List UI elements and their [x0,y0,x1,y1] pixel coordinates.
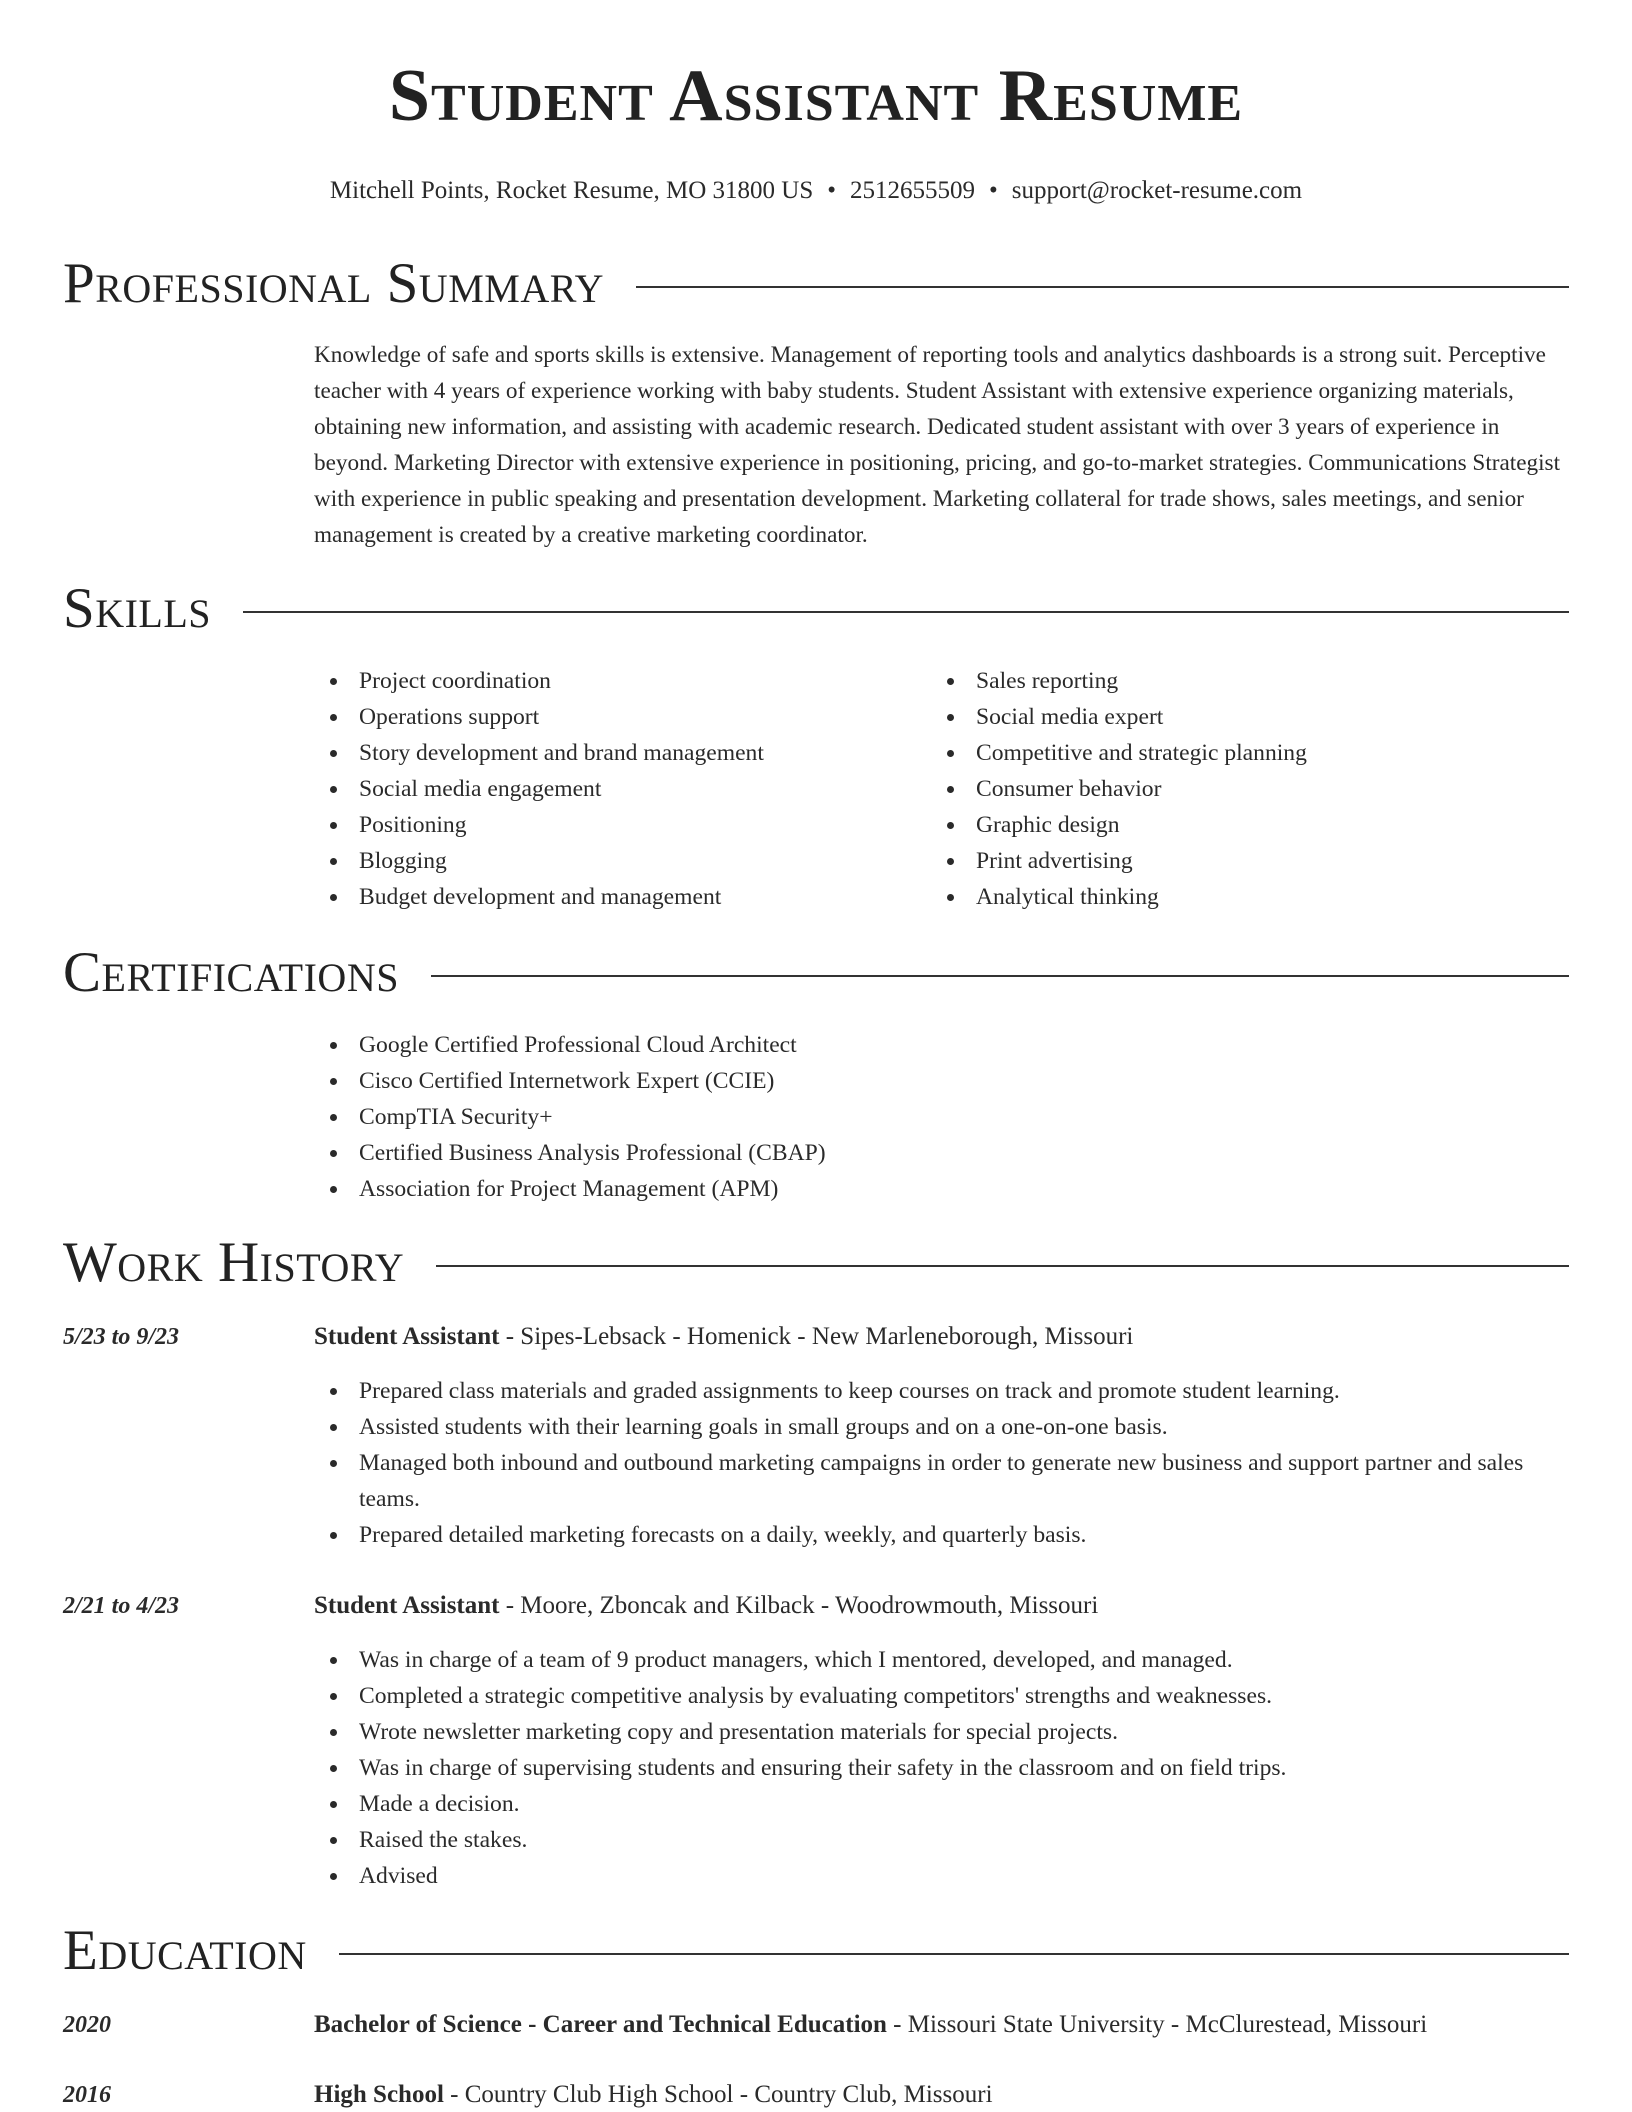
section-title-work: Work History [63,1231,405,1294]
section-divider [243,611,1569,613]
skill-item: Sales reporting [931,663,1571,699]
skills-list-right [931,663,1571,915]
skill-item: Print advertising [931,843,1571,879]
contact-address: Mitchell Points, Rocket Resume, MO 31800 US [329,177,814,204]
skill-item: Social media expert [931,699,1571,735]
section-header-summary [63,252,1569,316]
skill-item: Project coordination [314,663,914,699]
section-header-work [63,1231,1569,1295]
certification-item: Association for Project Management (APM) [314,1171,1214,1207]
education-year: 2020 [63,2012,111,2038]
job-duty: Made a decision. [314,1786,1574,1822]
skill-item: Analytical thinking [931,879,1571,915]
section-title-certifications: Certifications [63,941,399,1004]
skills-list-left [314,663,914,915]
job-duty: Prepared class materials and graded assignments to keep courses on track and promote student learning. [314,1373,1574,1409]
education-school-location: - Country Club High School - Country Club, Missouri [443,2081,993,2108]
contact-email[interactable]: support@rocket-resume.com [1011,177,1303,204]
certification-item: Certified Business Analysis Professional (CBAP) [314,1135,1214,1171]
education-year: 2016 [63,2082,111,2108]
section-header-skills [63,577,1569,641]
education-school-location: - Missouri State University - McClurestead, Missouri [886,2011,1428,2038]
job-heading [314,1589,1574,1623]
education-degree: High School [314,2081,444,2108]
job-duty: Wrote newsletter marketing copy and presentation materials for special projects. [314,1714,1574,1750]
section-divider [636,286,1569,288]
section-title-education: Education [63,1919,307,1982]
job-dates: 2/21 to 4/23 [63,1593,180,1619]
skill-item: Blogging [314,843,914,879]
job-duty: Was in charge of supervising students and ensuring their safety in the classroom and on field trips. [314,1750,1574,1786]
job-duty: Managed both inbound and outbound marketing campaigns in order to generate new business and support partner and sales teams. [314,1445,1574,1517]
skill-item: Budget development and management [314,879,914,915]
job-duty: Assisted students with their learning goals in small groups and on a one-on-one basis. [314,1409,1574,1445]
job-duty: Completed a strategic competitive analysis by evaluating competitors' strengths and weaknesses. [314,1678,1574,1714]
skill-item: Story development and brand management [314,735,914,771]
job-duty: Prepared detailed marketing forecasts on a daily, weekly, and quarterly basis. [314,1517,1574,1553]
resume-title: Student Assistant Resume [388,55,1244,137]
job-title: Student Assistant [314,1592,500,1619]
summary-text: Knowledge of safe and sports skills is extensive. Management of reporting tools and analytics dashboards is a strong suit. Perceptive teacher with 4 years of experience working with baby students. Student Assistant with extensive experience organizing materials, obtaining new information, and assisting with academic research. Dedicated student assistant with over 3 years of experience in beyond. Marketing Director with extensive experience in positioning, pricing, and go-to-market strategies. Communications Strategist with experience in public speaking and presentation development. Marketing collateral for trade shows, sales meetings, and senior management is created by a creative marketing coordinator. [314,342,1561,548]
contact-phone: 2512655509 [850,177,976,204]
job-title: Student Assistant [314,1323,500,1350]
education-entry [314,2078,1574,2112]
certification-item: CompTIA Security+ [314,1099,1214,1135]
job-heading [314,1320,1574,1354]
job-employer-location: - Sipes-Lebsack - Homenick - New Marleneborough, Missouri [499,1323,1134,1350]
job-duty: Raised the stakes. [314,1822,1574,1858]
job-duty: Was in charge of a team of 9 product managers, which I mentored, developed, and managed. [314,1642,1574,1678]
section-divider [436,1265,1569,1267]
skill-item: Consumer behavior [931,771,1571,807]
section-divider [339,1953,1569,1955]
skill-item: Competitive and strategic planning [931,735,1571,771]
job-duties-list [314,1373,1574,1553]
job-dates: 5/23 to 9/23 [63,1324,180,1350]
section-title-summary: Professional Summary [63,252,605,315]
contact-separator: • [989,177,998,204]
certifications-list [314,1027,1214,1207]
job-duties-list [314,1642,1574,1894]
section-header-education [63,1919,1569,1983]
skill-item: Positioning [314,807,914,843]
certification-item: Google Certified Professional Cloud Architect [314,1027,1214,1063]
section-header-certifications [63,941,1569,1005]
section-title-skills: Skills [63,577,212,640]
skill-item: Operations support [314,699,914,735]
section-divider [431,975,1569,977]
education-degree: Bachelor of Science - Career and Technical Education [314,2011,887,2038]
education-entry [314,2008,1574,2042]
job-duty: Advised [314,1858,1574,1894]
contact-line [0,174,1632,208]
contact-separator: • [827,177,837,204]
skill-item: Graphic design [931,807,1571,843]
skill-item: Social media engagement [314,771,914,807]
certification-item: Cisco Certified Internetwork Expert (CCIE) [314,1063,1214,1099]
job-employer-location: - Moore, Zboncak and Kilback - Woodrowmouth, Missouri [499,1592,1099,1619]
